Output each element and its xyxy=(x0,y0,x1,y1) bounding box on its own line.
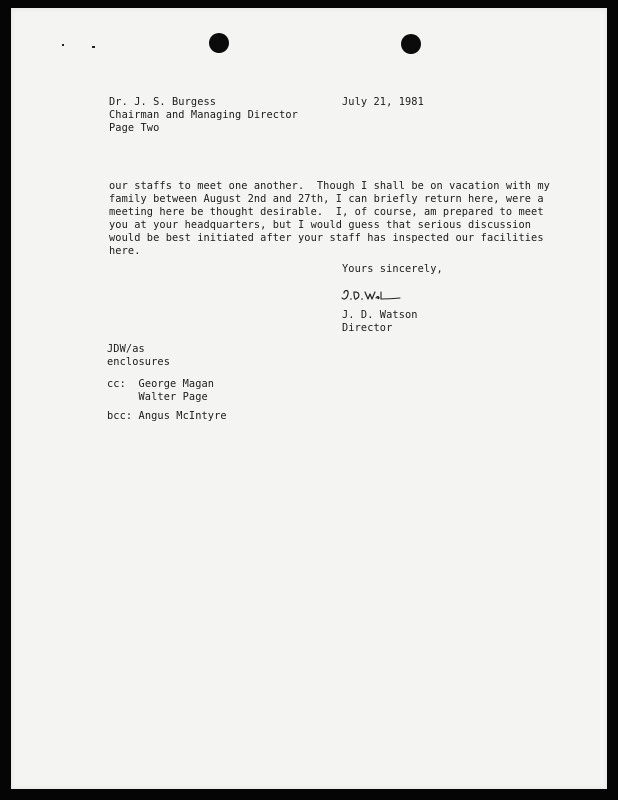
bcc-label: bcc: xyxy=(107,410,133,422)
letter-body xyxy=(109,180,550,258)
body-line: would be best initiated after your staff has inspected our facilities xyxy=(109,232,544,244)
recipient-block xyxy=(109,96,298,135)
closing-salutation: Yours sincerely, xyxy=(342,263,443,275)
signature-image xyxy=(338,286,408,306)
cc-name: Walter Page xyxy=(138,391,208,403)
recipient-title: Chairman and Managing Director xyxy=(109,109,298,121)
bcc-block xyxy=(107,410,227,423)
body-line: meeting here be thought desirable. I, of course, am prepared to meet xyxy=(109,206,544,218)
letter-page xyxy=(11,8,607,789)
typist-initials: JDW/as xyxy=(107,343,145,355)
punch-hole-right xyxy=(401,34,421,54)
page-number: Page Two xyxy=(109,122,160,134)
reference-block xyxy=(107,343,170,369)
bcc-name: Angus McIntyre xyxy=(138,410,227,422)
cc-name: George Magan xyxy=(138,378,215,390)
body-line: here. xyxy=(109,245,141,257)
signer-name: J. D. Watson xyxy=(342,309,418,321)
body-line: family between August 2nd and 27th, I can briefly return here, were a xyxy=(109,193,544,205)
enclosures-note: enclosures xyxy=(107,356,170,368)
scan-speck xyxy=(62,44,64,46)
body-line: our staffs to meet one another. Though I shall be on vacation with my xyxy=(109,180,550,192)
recipient-name: Dr. J. S. Burgess xyxy=(109,96,217,108)
cc-block xyxy=(107,378,214,404)
body-line: you at your headquarters, but I would guess that serious discussion xyxy=(109,219,532,231)
signer-title: Director xyxy=(342,322,393,334)
signer-block xyxy=(342,309,418,335)
scan-speck xyxy=(92,46,95,48)
punch-hole-left xyxy=(209,33,229,53)
cc-label: cc: xyxy=(107,378,126,390)
letter-date: July 21, 1981 xyxy=(342,96,424,108)
